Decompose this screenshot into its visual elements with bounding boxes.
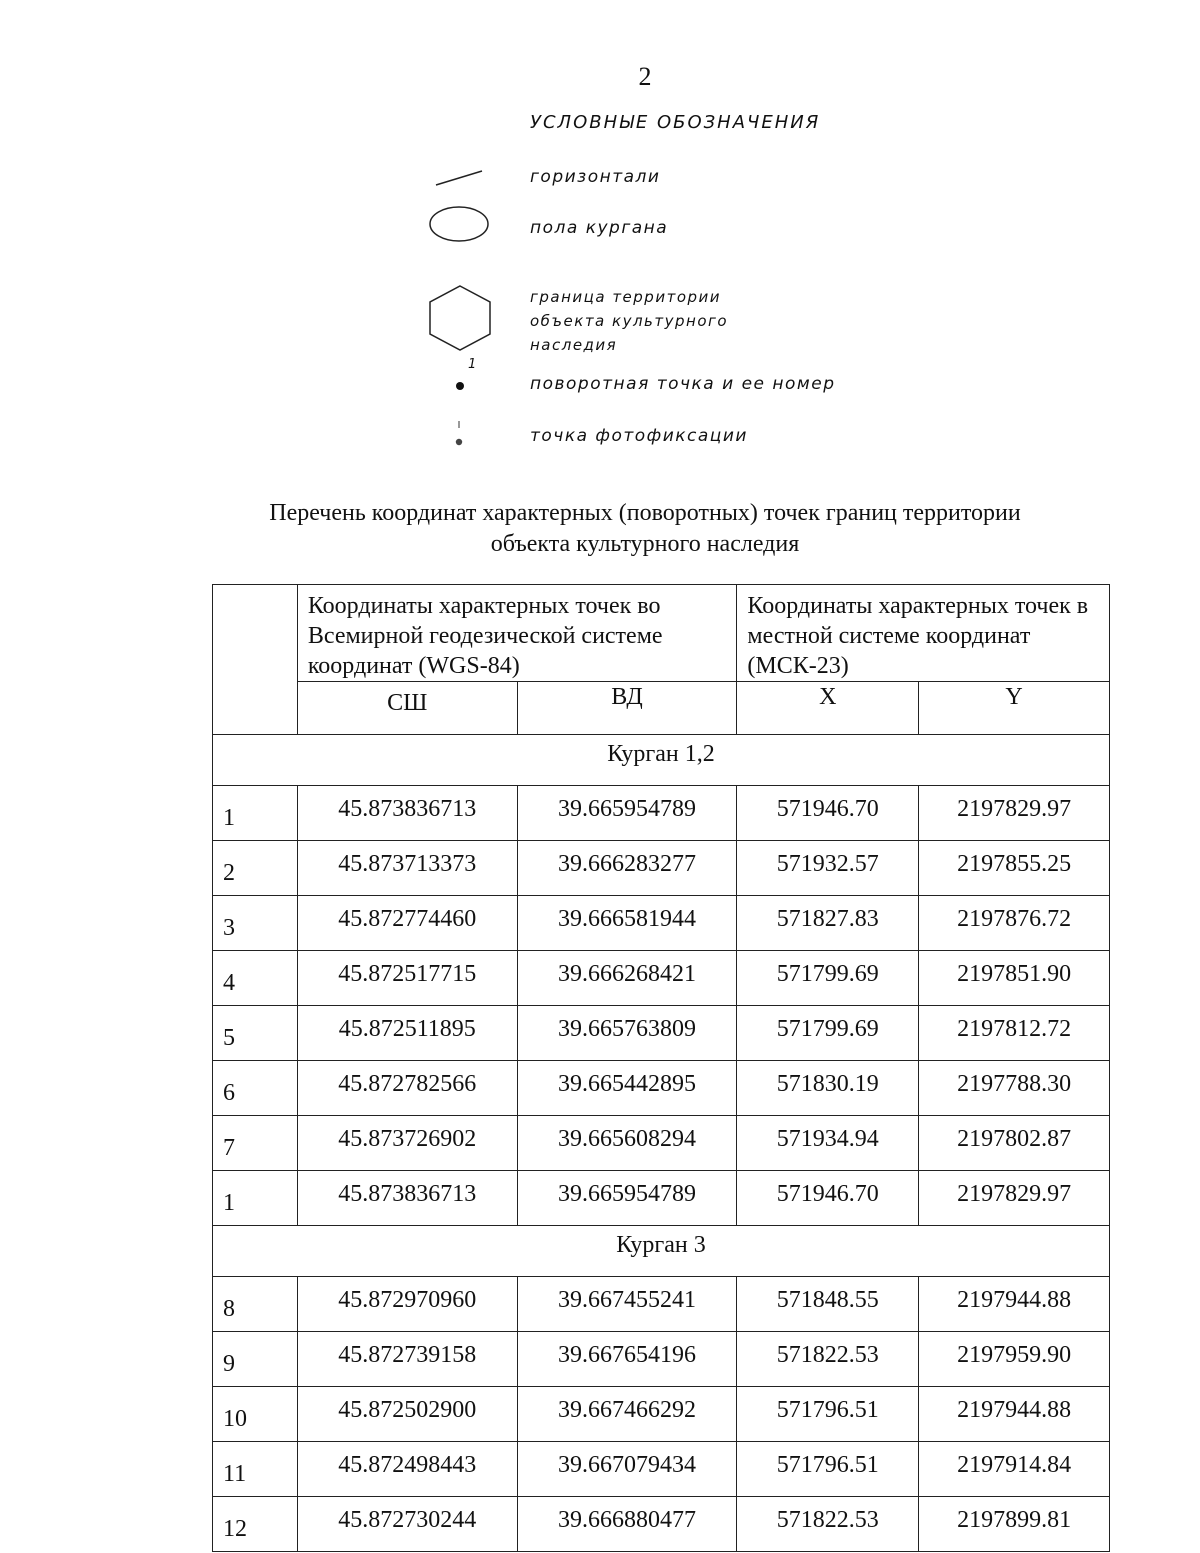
y-coordinate-cell: 2197829.97 <box>919 1171 1110 1226</box>
table-group-header-row <box>213 585 1110 682</box>
latitude-cell: 45.872498443 <box>297 1442 517 1497</box>
x-coordinate-cell: 571796.51 <box>737 1442 919 1497</box>
x-coordinate-cell: 571934.94 <box>737 1116 919 1171</box>
x-coordinate-cell: 571799.69 <box>737 1006 919 1061</box>
turn-point-dot-icon <box>454 380 466 392</box>
x-coordinate-cell: 571946.70 <box>737 786 919 841</box>
header-wgs84: Координаты характерных точек во Всемирной геодезической системе координат (WGS-84) <box>297 585 737 682</box>
x-coordinate-cell: 571827.83 <box>737 896 919 951</box>
longitude-cell: 39.665954789 <box>517 1171 737 1226</box>
latitude-cell: 45.872774460 <box>297 896 517 951</box>
point-number-cell: 10 <box>213 1387 298 1442</box>
col-lon: ВД <box>517 682 737 735</box>
y-coordinate-cell: 2197802.87 <box>919 1116 1110 1171</box>
contour-line-icon <box>432 165 488 189</box>
point-number-cell: 12 <box>213 1497 298 1552</box>
turn-point-number: 1 <box>468 357 478 372</box>
latitude-cell: 45.873713373 <box>297 841 517 896</box>
y-coordinate-cell: 2197899.81 <box>919 1497 1110 1552</box>
latitude-cell: 45.873836713 <box>297 786 517 841</box>
table-row <box>213 1171 1110 1226</box>
y-coordinate-cell: 2197944.88 <box>919 1277 1110 1332</box>
x-coordinate-cell: 571830.19 <box>737 1061 919 1116</box>
col-x: X <box>737 682 919 735</box>
col-lat: СШ <box>297 682 517 735</box>
table-row <box>213 1116 1110 1171</box>
header-empty-cell <box>213 585 298 735</box>
table-row <box>213 1497 1110 1552</box>
longitude-cell: 39.667079434 <box>517 1442 737 1497</box>
boundary-hexagon-icon <box>424 282 496 354</box>
table-row <box>213 896 1110 951</box>
longitude-cell: 39.666268421 <box>517 951 737 1006</box>
table-row <box>213 1277 1110 1332</box>
longitude-cell: 39.665442895 <box>517 1061 737 1116</box>
point-number-cell: 7 <box>213 1116 298 1171</box>
page-number: 2 <box>638 62 652 91</box>
y-coordinate-cell: 2197876.72 <box>919 896 1110 951</box>
longitude-cell: 39.665763809 <box>517 1006 737 1061</box>
table-row <box>213 1061 1110 1116</box>
point-number-cell: 1 <box>213 786 298 841</box>
point-number-cell: 4 <box>213 951 298 1006</box>
table-column-header-row <box>213 682 1110 735</box>
caption-line-1: Перечень координат характерных (поворотных) точек границ территории <box>269 500 1021 526</box>
latitude-cell: 45.872730244 <box>297 1497 517 1552</box>
x-coordinate-cell: 571822.53 <box>737 1332 919 1387</box>
legend-boundary-line-2: объекта культурного <box>530 312 729 330</box>
x-coordinate-cell: 571932.57 <box>737 841 919 896</box>
table-body <box>213 735 1110 1552</box>
caption-line-2: объекта культурного наследия <box>490 531 800 557</box>
y-coordinate-cell: 2197812.72 <box>919 1006 1110 1061</box>
longitude-cell: 39.667466292 <box>517 1387 737 1442</box>
latitude-cell: 45.872511895 <box>297 1006 517 1061</box>
longitude-cell: 39.666283277 <box>517 841 737 896</box>
point-number-cell: 9 <box>213 1332 298 1387</box>
y-coordinate-cell: 2197855.25 <box>919 841 1110 896</box>
table-row <box>213 1387 1110 1442</box>
point-number-cell: 11 <box>213 1442 298 1497</box>
y-coordinate-cell: 2197788.30 <box>919 1061 1110 1116</box>
legend-boundary-label <box>530 285 728 357</box>
longitude-cell: 39.665954789 <box>517 786 737 841</box>
table-row <box>213 841 1110 896</box>
latitude-cell: 45.872517715 <box>297 951 517 1006</box>
photo-point-icon <box>452 418 466 450</box>
x-coordinate-cell: 571796.51 <box>737 1387 919 1442</box>
legend-title: УСЛОВНЫЕ ОБОЗНАЧЕНИЯ <box>530 112 821 133</box>
latitude-cell: 45.873726902 <box>297 1116 517 1171</box>
y-coordinate-cell: 2197944.88 <box>919 1387 1110 1442</box>
latitude-cell: 45.872502900 <box>297 1387 517 1442</box>
point-number-cell: 1 <box>213 1171 298 1226</box>
section-title: Курган 1,2 <box>213 735 1110 786</box>
legend-contour-label: горизонтали <box>530 167 661 187</box>
y-coordinate-cell: 2197914.84 <box>919 1442 1110 1497</box>
section-header-row <box>213 735 1110 786</box>
legend-turn-point-label: поворотная точка и ее номер <box>530 374 836 394</box>
longitude-cell: 39.667455241 <box>517 1277 737 1332</box>
point-number-cell: 5 <box>213 1006 298 1061</box>
longitude-cell: 39.667654196 <box>517 1332 737 1387</box>
legend-photo-point-label: точка фотофиксации <box>530 426 748 446</box>
latitude-cell: 45.873836713 <box>297 1171 517 1226</box>
x-coordinate-cell: 571822.53 <box>737 1497 919 1552</box>
y-coordinate-cell: 2197959.90 <box>919 1332 1110 1387</box>
x-coordinate-cell: 571799.69 <box>737 951 919 1006</box>
table-row <box>213 1442 1110 1497</box>
longitude-cell: 39.665608294 <box>517 1116 737 1171</box>
latitude-cell: 45.872739158 <box>297 1332 517 1387</box>
x-coordinate-cell: 571848.55 <box>737 1277 919 1332</box>
latitude-cell: 45.872782566 <box>297 1061 517 1116</box>
section-header-row <box>213 1226 1110 1277</box>
point-number-cell: 8 <box>213 1277 298 1332</box>
x-coordinate-cell: 571946.70 <box>737 1171 919 1226</box>
table-row <box>213 951 1110 1006</box>
coordinates-table <box>212 584 1110 1552</box>
mound-ellipse-icon <box>426 203 492 245</box>
legend-boundary-line-1: граница территории <box>530 288 722 306</box>
section-title: Курган 3 <box>213 1226 1110 1277</box>
point-number-cell: 6 <box>213 1061 298 1116</box>
col-y: Y <box>919 682 1110 735</box>
table-row <box>213 1332 1110 1387</box>
table-caption <box>140 498 1150 560</box>
point-number-cell: 2 <box>213 841 298 896</box>
table-row <box>213 1006 1110 1061</box>
y-coordinate-cell: 2197829.97 <box>919 786 1110 841</box>
longitude-cell: 39.666581944 <box>517 896 737 951</box>
table-row <box>213 786 1110 841</box>
legend-boundary-line-3: наследия <box>530 336 618 354</box>
legend-mound-label: пола кургана <box>530 218 669 238</box>
latitude-cell: 45.872970960 <box>297 1277 517 1332</box>
point-number-cell: 3 <box>213 896 298 951</box>
header-msk23: Координаты характерных точек в местной системе координат (МСК-23) <box>737 585 1110 682</box>
longitude-cell: 39.666880477 <box>517 1497 737 1552</box>
y-coordinate-cell: 2197851.90 <box>919 951 1110 1006</box>
